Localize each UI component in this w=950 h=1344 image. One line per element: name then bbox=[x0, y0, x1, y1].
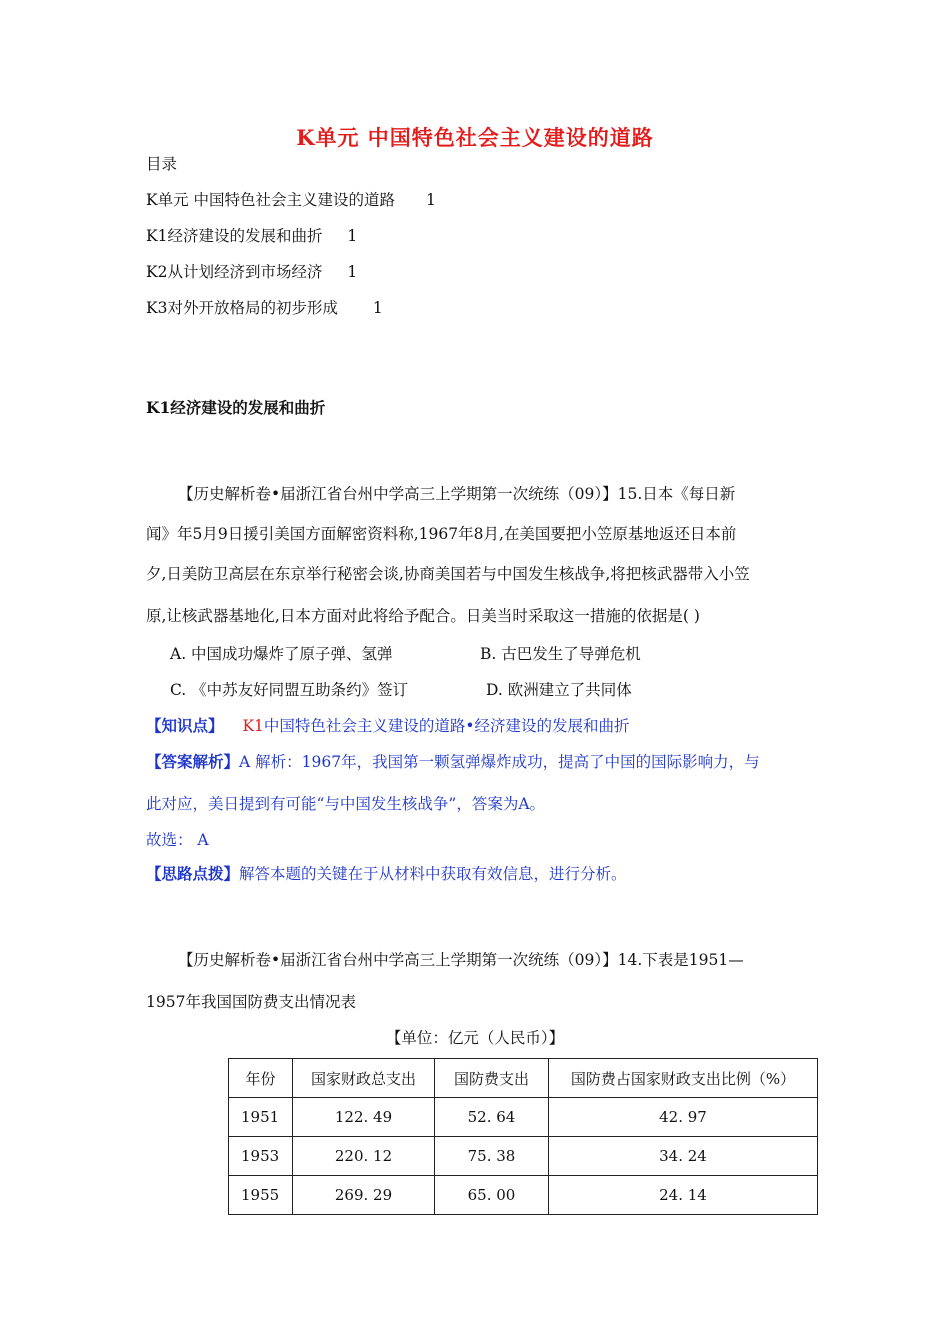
table-row bbox=[229, 1137, 818, 1176]
knowledge-label: 【知识点】 bbox=[146, 716, 224, 735]
table-cell: 1951 bbox=[229, 1098, 293, 1137]
table-cell: 75. 38 bbox=[435, 1137, 549, 1176]
table-header-row bbox=[229, 1059, 818, 1098]
table-cell: 122. 49 bbox=[293, 1098, 435, 1137]
toc-item-label: K单元 中国特色社会主义建设的道路 bbox=[146, 191, 396, 209]
table-cell: 1953 bbox=[229, 1137, 293, 1176]
table-cell: 1955 bbox=[229, 1176, 293, 1215]
tip-label: 【思路点拨】 bbox=[146, 864, 240, 883]
section-heading: K1经济建设的发展和曲折 bbox=[146, 398, 326, 417]
toc-item-label: K2从计划经济到市场经济 bbox=[146, 263, 323, 281]
toc-item[interactable] bbox=[146, 188, 436, 210]
question-line: 【历史解析卷•届浙江省台州中学高三上学期第一次统练（09）】15.日本《每日新 bbox=[178, 485, 736, 503]
option-d: D. 欧洲建立了共同体 bbox=[486, 681, 632, 699]
tip-text: 解答本题的关键在于从材料中获取有效信息，进行分析。 bbox=[239, 865, 627, 883]
table-row bbox=[229, 1098, 818, 1137]
answer-analysis bbox=[146, 750, 760, 772]
table-header: 国防费占国家财政支出比例（%） bbox=[549, 1059, 818, 1098]
toc-item-label: K3对外开放格局的初步形成 bbox=[146, 299, 338, 317]
answer-text: A 解析：1967年，我国第一颗氢弹爆炸成功，提高了中国的国际影响力，与 bbox=[239, 753, 760, 771]
defense-spending-table bbox=[228, 1058, 818, 1215]
knowledge-point bbox=[146, 714, 630, 736]
table-cell: 220. 12 bbox=[293, 1137, 435, 1176]
table-cell: 34. 24 bbox=[549, 1137, 818, 1176]
question-line: 【历史解析卷•届浙江省台州中学高三上学期第一次统练（09）】14.下表是1951— bbox=[178, 951, 744, 969]
toc-item[interactable] bbox=[146, 296, 383, 318]
answer-label: 【答案解析】 bbox=[146, 752, 240, 771]
table-cell: 52. 64 bbox=[435, 1098, 549, 1137]
table-cell: 24. 14 bbox=[549, 1176, 818, 1215]
toc-item[interactable] bbox=[146, 224, 357, 246]
option-a: A. 中国成功爆炸了原子弹、氢弹 bbox=[170, 645, 393, 663]
toc-item-page: 1 bbox=[425, 191, 436, 209]
question-line: 1957年我国国防费支出情况表 bbox=[146, 993, 356, 1011]
table-header: 国家财政总支出 bbox=[293, 1059, 435, 1098]
page-title: K单元 中国特色社会主义建设的道路 bbox=[296, 125, 654, 150]
toc-item-label: K1经济建设的发展和曲折 bbox=[146, 227, 323, 245]
table-cell: 65. 00 bbox=[435, 1176, 549, 1215]
thinking-tip bbox=[146, 862, 627, 884]
table-unit: 【单位：亿元（人民币）】 bbox=[385, 1029, 565, 1047]
table-header: 国防费支出 bbox=[435, 1059, 549, 1098]
table-cell: 42. 97 bbox=[549, 1098, 818, 1137]
knowledge-code: K1 bbox=[242, 717, 264, 735]
toc-item-page: 1 bbox=[347, 263, 358, 281]
knowledge-text: 中国特色社会主义建设的道路•经济建设的发展和曲折 bbox=[263, 717, 630, 735]
toc-heading: 目录 bbox=[146, 155, 178, 173]
question-line: 原,让核武器基地化,日本方面对此将给予配合。日美当时采取这一措施的依据是( ) bbox=[146, 607, 700, 625]
toc-item-page: 1 bbox=[347, 227, 358, 245]
option-b: B. 古巴发生了导弹危机 bbox=[480, 645, 641, 663]
question-line: 夕,日美防卫高层在东京举行秘密会谈,协商美国若与中国发生核战争,将把核武器带入小笠 bbox=[146, 565, 750, 583]
table-cell: 269. 29 bbox=[293, 1176, 435, 1215]
answer-line: 此对应，美日提到有可能“与中国发生核战争”，答案为A。 bbox=[146, 795, 546, 813]
table-header: 年份 bbox=[229, 1059, 293, 1098]
answer-choice: 故选： A bbox=[146, 831, 209, 849]
question-line: 闻》年5月9日援引美国方面解密资料称,1967年8月,在美国要把小笠原基地返还日本前 bbox=[146, 525, 737, 543]
option-c: C. 《中苏友好同盟互助条约》签订 bbox=[170, 681, 409, 699]
toc-item[interactable] bbox=[146, 260, 357, 282]
toc-item-page: 1 bbox=[372, 299, 383, 317]
table-row bbox=[229, 1176, 818, 1215]
